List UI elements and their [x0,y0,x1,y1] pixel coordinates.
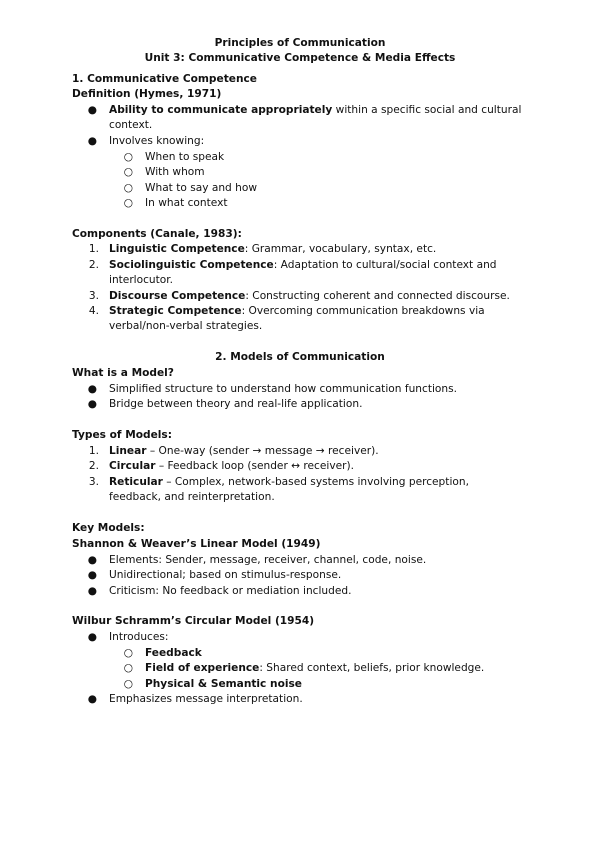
sub-bullet-marker: ○ [123,166,133,178]
bullet-marker: ● [87,554,97,566]
shannon-heading: Shannon & Weaver’s Linear Model (1949) [72,538,321,550]
sub-bullet-marker: ○ [123,647,133,659]
sub-list-item: Physical & Semantic noise [145,678,302,690]
list-item: Criticism: No feedback or mediation included. [109,585,352,597]
document-title: Principles of Communication [214,37,386,49]
bullet-marker: ● [87,398,97,410]
sub-list-item: With whom [145,166,205,178]
sub-list-item: Feedback [145,647,202,659]
numbered-item-continuation: interlocutor. [109,274,174,286]
bullet-marker: ● [87,585,97,597]
number-marker: 1. [88,243,99,255]
sub-list-item: When to speak [145,151,225,163]
sub-bullet-marker: ○ [123,182,133,194]
list-item: Unidirectional; based on stimulus-response. [109,569,342,581]
sub-list-item: What to say and how [145,182,258,194]
number-marker: 3. [88,476,99,488]
numbered-item: Discourse Competence: Constructing coherent and connected discourse. [109,290,510,302]
list-item: Ability to communicate appropriately within a specific social and cultural [109,104,522,116]
section1-heading: 1. Communicative Competence [72,73,257,85]
definition-heading: Definition (Hymes, 1971) [72,88,222,100]
document-subtitle: Unit 3: Communicative Competence & Media Effects [144,52,456,64]
bullet-marker: ● [87,135,97,147]
sub-list-item: In what context [145,197,228,209]
section2-heading: 2. Models of Communication [215,351,385,363]
list-item: Bridge between theory and real-life application. [109,398,363,410]
sub-bullet-marker: ○ [123,151,133,163]
list-item: Elements: Sender, message, receiver, channel, code, noise. [109,554,427,566]
what-is-model-heading: What is a Model? [72,367,174,379]
number-marker: 1. [88,445,99,457]
numbered-item: Reticular – Complex, network-based systems involving perception, [109,476,469,488]
sub-bullet-marker: ○ [123,678,133,690]
numbered-item: Linguistic Competence: Grammar, vocabulary, syntax, etc. [109,243,437,255]
list-item-continuation: context. [109,119,153,131]
numbered-item: Sociolinguistic Competence: Adaptation to cultural/social context and [109,259,497,271]
numbered-item: Strategic Competence: Overcoming communication breakdowns via [109,305,485,317]
number-marker: 2. [88,460,99,472]
numbered-item-continuation: verbal/non-verbal strategies. [109,320,263,332]
number-marker: 2. [88,259,99,271]
numbered-item: Linear – One-way (sender → message → receiver). [109,445,379,457]
list-item: Emphasizes message interpretation. [109,693,303,705]
bullet-marker: ● [87,693,97,705]
number-marker: 4. [88,305,99,317]
number-marker: 3. [88,290,99,302]
list-item: Simplified structure to understand how communication functions. [109,383,458,395]
bullet-marker: ● [87,104,97,116]
list-item: Involves knowing: [109,135,205,147]
schramm-heading: Wilbur Schramm’s Circular Model (1954) [72,615,315,627]
sub-list-item: Field of experience: Shared context, beliefs, prior knowledge. [145,662,485,674]
list-item: Introduces: [109,631,169,643]
key-models-heading: Key Models: [72,522,145,534]
components-heading: Components (Canale, 1983): [72,228,242,240]
types-heading: Types of Models: [72,429,172,441]
sub-bullet-marker: ○ [123,197,133,209]
bullet-marker: ● [87,383,97,395]
numbered-item-continuation: feedback, and reinterpretation. [109,491,275,503]
bullet-marker: ● [87,569,97,581]
numbered-item: Circular – Feedback loop (sender ↔ receiver). [109,460,354,472]
sub-bullet-marker: ○ [123,662,133,674]
bullet-marker: ● [87,631,97,643]
